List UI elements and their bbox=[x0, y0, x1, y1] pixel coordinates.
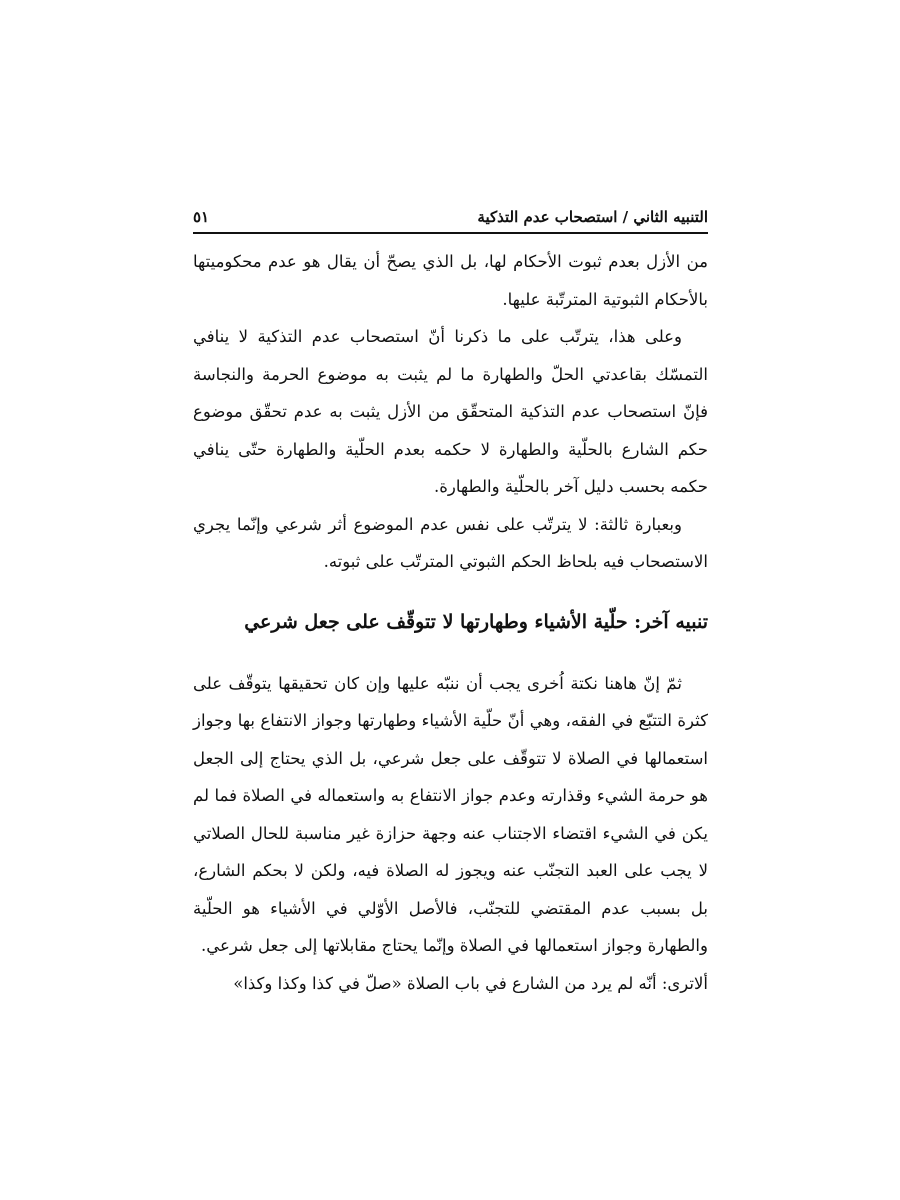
paragraph-5: ألاترى: أنّه لم يرد من الشارع في باب الصلاة «صلّ في كذا وكذا وكذا» bbox=[233, 973, 708, 993]
paragraph-2: وعلى هذا، يترتّب على ما ذكرنا أنّ استصحاب عدم التذكية لا ينافي التمسّك بقاعدتي الحلّ والطهارة ما لم يثبت به موضوع الحرمة والنجاسة فإنّ استصحاب عدم التذكية المتحقّق من الأزل يثبت به عدم تحقّق موضوع حكم الشارع بالحلّية والطهارة لا حكمه بعدم الحلّية والطهارة حتّى ينافي حكمه بحسب دليل آخر بالحلّية والطهارة. bbox=[193, 327, 708, 496]
paragraph-3: وبعبارة ثالثة: لا يترتّب على نفس عدم الموضوع أثر شرعي وإنّما يجري الاستصحاب فيه بلحاظ الحكم الثبوتي المترتّب على ثبوته. bbox=[193, 514, 708, 571]
body-text bbox=[193, 243, 708, 1002]
page-number: ٥١ bbox=[193, 208, 210, 226]
page-header bbox=[193, 204, 708, 230]
paragraph-4: ثمّ إنّ هاهنا نكتة اُخرى يجب أن ننبّه عليها وإن كان تحقيقها يتوقّف على كثرة التتبّع في الفقه، وهي أنّ حلّية الأشياء وطهارتها وجواز الانتفاع بها وجواز استعمالها في الصلاة لا تتوقّف على جعل شرعي، بل الذي يحتاج إلى الجعل هو حرمة الشيء وقذارته وعدم جواز الانتفاع به واستعماله في الصلاة فما لم يكن في الشيء اقتضاء الاجتناب عنه وجهة حزازة غير مناسبة للحال الصلاتي لا يجب على العبد التجنّب عنه ويجوز له الصلاة فيه، ولكن لا بحكم الشارع، بل بسبب عدم المقتضي للتجنّب، فالأصل الأوّلي في الأشياء هو الحلّية والطهارة وجواز استعمالها في الصلاة وإنّما يحتاج مقابلاتها إلى جعل شرعي. bbox=[193, 673, 708, 955]
paragraph-1: من الأزل بعدم ثبوت الأحكام لها، بل الذي يصحّ أن يقال هو عدم محكوميتها بالأحكام الثبوتية المترتّبة عليها. bbox=[193, 252, 708, 309]
running-title: التنبيه الثاني / استصحاب عدم التذكية bbox=[477, 208, 708, 226]
header-rule bbox=[193, 232, 708, 234]
section-heading: تنبيه آخر: حلّية الأشياء وطهارتها لا تتوقّف على جعل شرعي bbox=[244, 610, 708, 633]
